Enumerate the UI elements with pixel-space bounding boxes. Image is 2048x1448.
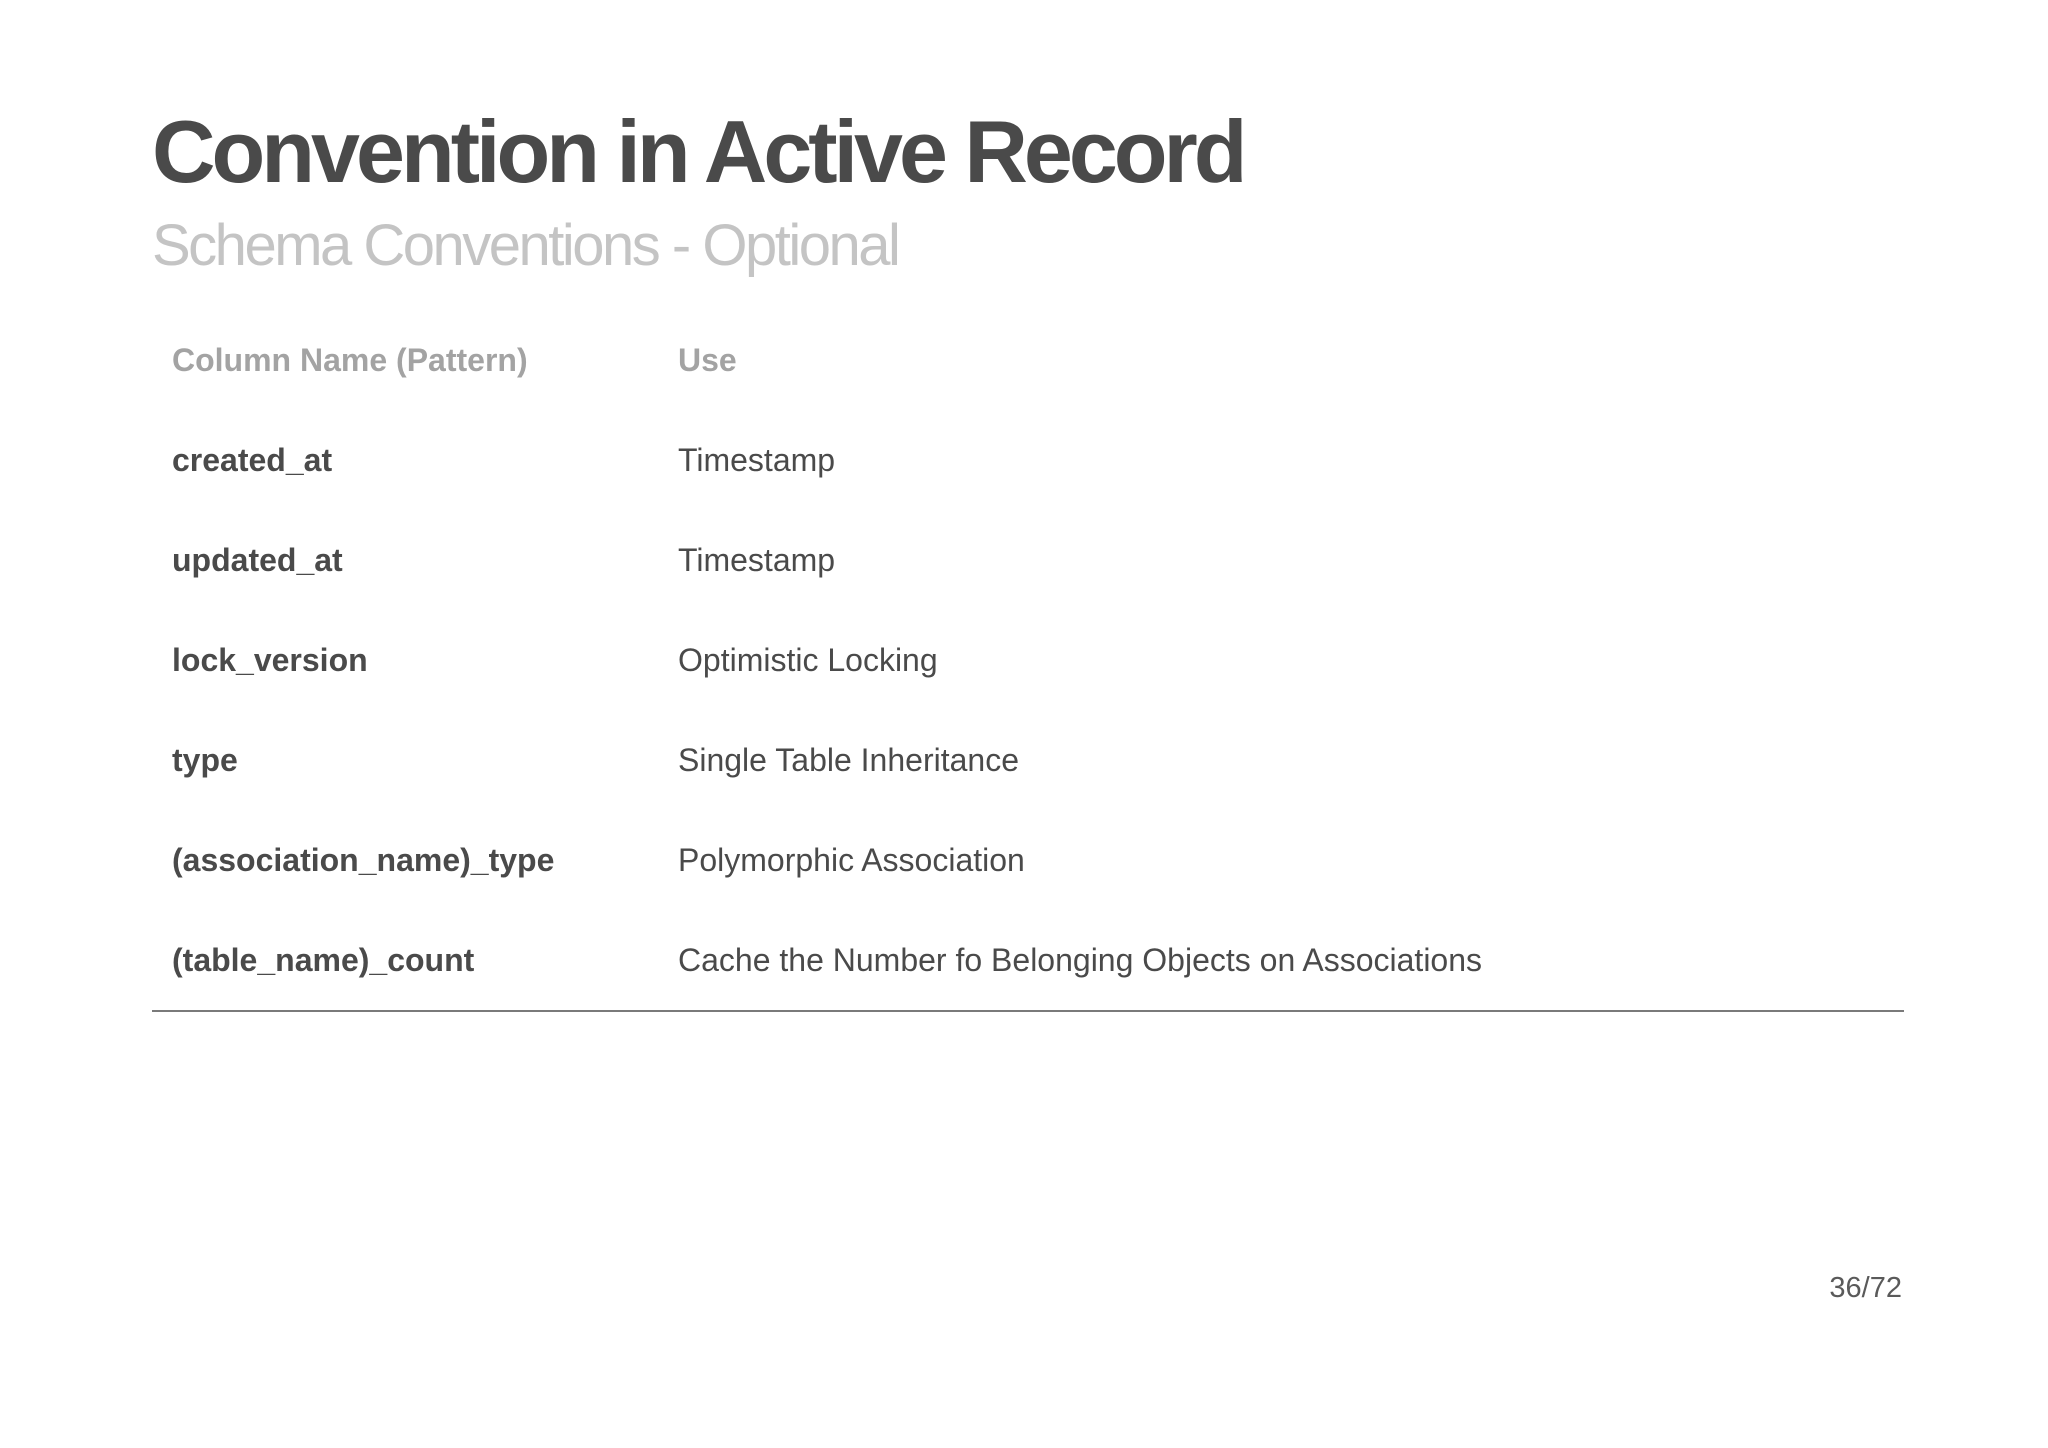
column-name-cell: updated_at [172, 541, 343, 578]
slide-subtitle: Schema Conventions - Optional [152, 213, 899, 278]
header-column-name: Column Name (Pattern) [172, 341, 528, 378]
column-name-cell: (table_name)_count [172, 941, 475, 978]
use-cell: Timestamp [678, 541, 836, 578]
table-row [152, 410, 1904, 510]
table-row [152, 710, 1904, 810]
table-header-row [152, 310, 1904, 410]
use-cell: Optimistic Locking [678, 641, 938, 678]
use-cell: Single Table Inheritance [678, 741, 1019, 778]
page-number: 36/72 [1829, 1272, 1902, 1304]
column-name-cell: created_at [172, 441, 333, 478]
use-cell: Polymorphic Association [678, 841, 1025, 878]
schema-conventions-table [152, 310, 1904, 1012]
column-name-cell: lock_version [172, 641, 368, 678]
table-row [152, 510, 1904, 610]
column-name-cell: type [172, 741, 238, 778]
column-name-cell: (association_name)_type [172, 841, 555, 878]
header-use: Use [678, 341, 737, 378]
use-cell: Cache the Number fo Belonging Objects on Associations [678, 941, 1483, 978]
table-row [152, 610, 1904, 710]
use-cell: Timestamp [678, 441, 836, 478]
slide-title: Convention in Active Record [152, 102, 1244, 201]
table-row [152, 810, 1904, 910]
table-row [152, 910, 1904, 1010]
